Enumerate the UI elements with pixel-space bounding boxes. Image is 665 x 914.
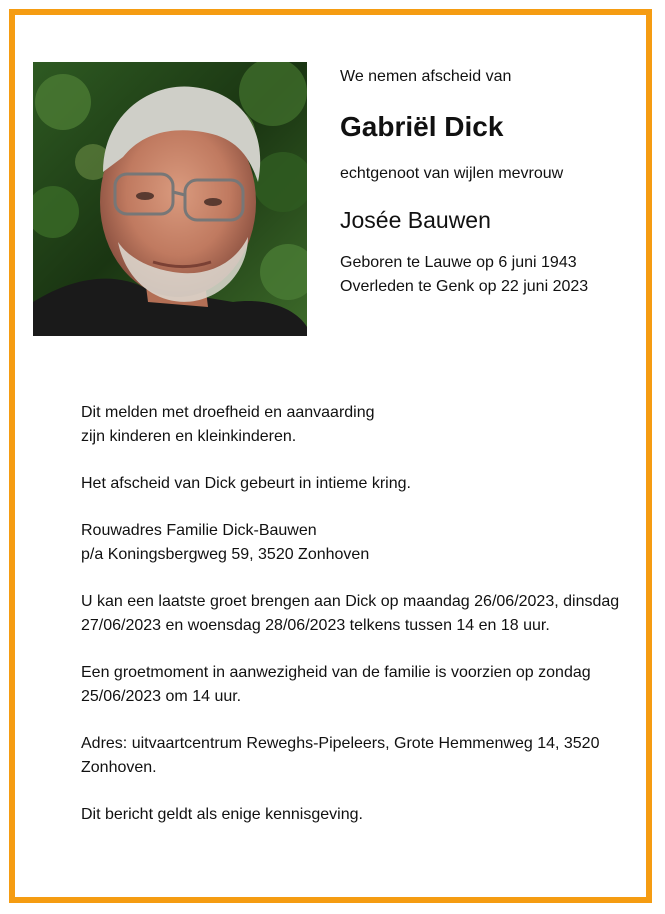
obituary-card [9,9,652,903]
greeting-paragraph: Een groetmoment in aanwezigheid van de familie is voorzien op zondag 25/06/2023 om 14 uur. [81,664,591,705]
mourning-address-line-1: Rouwadres Familie Dick-Bauwen [81,522,317,539]
farewell-paragraph: Het afscheid van Dick gebeurt in intieme kring. [81,475,411,492]
visit-paragraph: U kan een laatste groet brengen aan Dick op maandag 26/06/2023, dinsdag 27/06/2023 en woensdag 28/06/2023 telkens tussen 14 en 18 uur. [81,593,620,634]
mourning-address-line-2: p/a Koningsbergweg 59, 3520 Zonhoven [81,546,370,563]
venue-paragraph: Adres: uitvaartcentrum Reweghs-Pipeleers, Grote Hemmenweg 14, 3520 Zonhoven. [81,735,600,776]
announcement-line-2: zijn kinderen en kleinkinderen. [81,428,297,445]
announcement-line-1: Dit melden met droefheid en aanvaarding [81,404,375,421]
deceased-name: Gabriël Dick [340,111,504,142]
intro-text: We nemen afscheid van [340,68,512,85]
mourning-address-paragraph [81,519,641,567]
announcement-body [81,401,641,850]
header-text [340,62,640,299]
life-dates [340,251,640,299]
spouse-intro-text: echtgenoot van wijlen mevrouw [340,165,564,182]
death-date: Overleden te Genk op 22 juni 2023 [340,278,589,295]
notice-paragraph: Dit bericht geldt als enige kennisgeving. [81,806,363,823]
announcement-paragraph [81,401,641,449]
spouse-name: Josée Bauwen [340,207,491,233]
birth-date: Geboren te Lauwe op 6 juni 1943 [340,254,577,271]
portrait-photo [33,62,307,336]
